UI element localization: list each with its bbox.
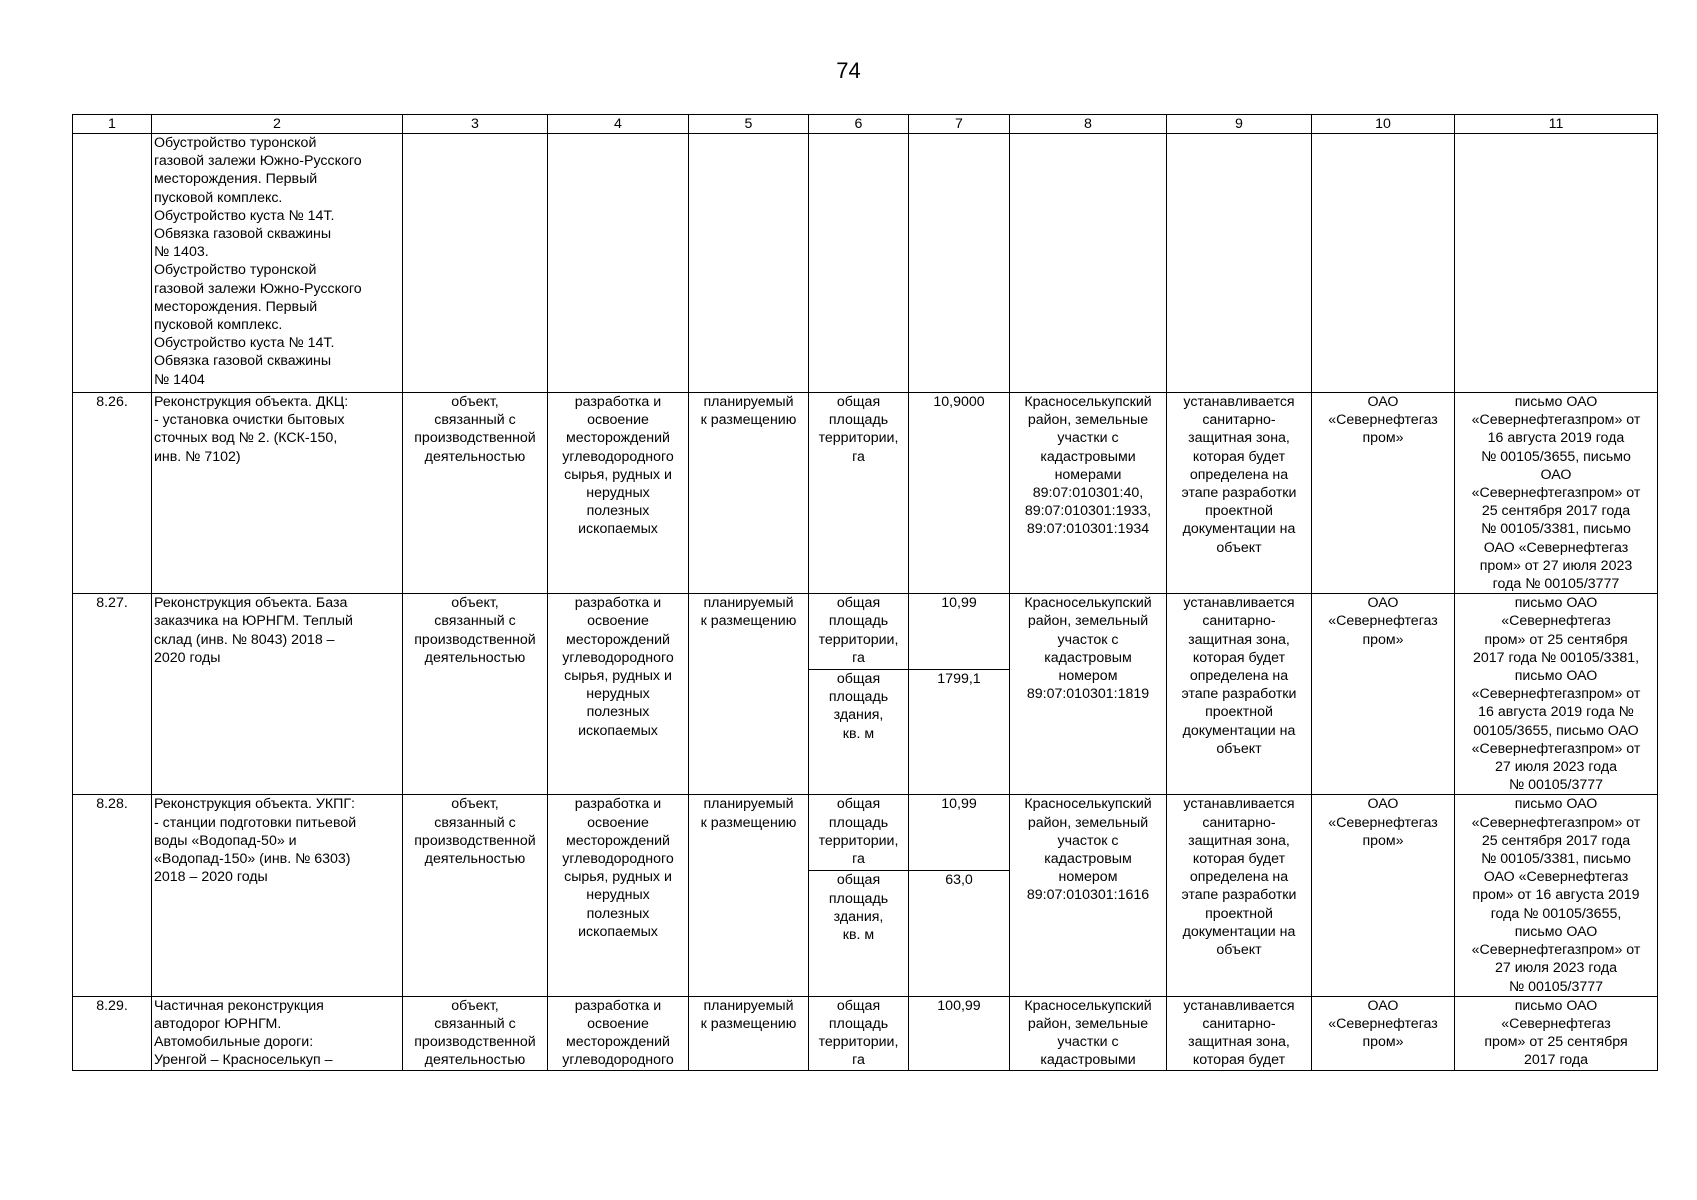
cell-owner: ОАО «Севернефтегаз пром» — [1312, 795, 1455, 996]
cell-num: 8.29. — [73, 996, 152, 1070]
column-header: 4 — [548, 115, 689, 134]
cell-zone: устанавливается санитарно- защитная зона, которая будет — [1167, 996, 1312, 1070]
cell-purpose: объект, связанный с производственной деятельностью — [403, 393, 548, 594]
cell-activity: разработка и освоение месторождений углеводородного сырья, рудных и нерудных полезных ископаемых — [548, 594, 689, 795]
cell-value: 1799,1 — [909, 670, 1010, 795]
cell-name: Обустройство туронской газовой залежи Южно-Русского месторождения. Первый пусковой комплекс. Обустройство куста № 14Т. Обвязка газовой скважины № 1403. Обустройство туронской газовой залежи Южно-Русского месторождения. Первый пусковой комплекс. Обустройство куста № 14Т. Обвязка газовой скважины № 1404 — [152, 134, 403, 393]
cell-purpose: объект, связанный с производственной деятельностью — [403, 996, 548, 1070]
cell-indicator: общая площадь территории, га — [809, 996, 909, 1070]
table-row — [73, 795, 1658, 871]
table-row — [73, 594, 1658, 670]
cell-activity: разработка и освоение месторождений углеводородного — [548, 996, 689, 1070]
cell-status: планируемый к размещению — [689, 393, 809, 594]
cell-activity — [548, 134, 689, 393]
cell-value: 100,99 — [909, 996, 1010, 1070]
cell-activity: разработка и освоение месторождений углеводородного сырья, рудных и нерудных полезных ископаемых — [548, 795, 689, 996]
cell-status — [689, 134, 809, 393]
cell-owner: ОАО «Севернефтегаз пром» — [1312, 594, 1455, 795]
cell-num: 8.28. — [73, 795, 152, 996]
cell-value: 10,99 — [909, 795, 1010, 871]
cell-basis: письмо ОАО «Севернефтегазпром» от 16 августа 2019 года № 00105/3655, письмо ОАО «Севернефтегазпром» от 25 сентября 2017 года № 00105/3381, письмо ОАО «Севернефтегаз пром» от 27 июля 2023 года № 00105/3777 — [1455, 393, 1658, 594]
cell-indicator: общая площадь территории, га — [809, 594, 909, 670]
cell-status: планируемый к размещению — [689, 594, 809, 795]
cell-basis: письмо ОАО «Севернефтегаз пром» от 25 сентября 2017 года — [1455, 996, 1658, 1070]
cell-purpose: объект, связанный с производственной деятельностью — [403, 795, 548, 996]
cell-value — [909, 134, 1010, 393]
cell-indicator — [809, 134, 909, 393]
cell-location: Красноселькупский район, земельные участки с кадастровыми — [1010, 996, 1167, 1070]
cell-location — [1010, 134, 1167, 393]
column-header: 5 — [689, 115, 809, 134]
cell-activity: разработка и освоение месторождений углеводородного сырья, рудных и нерудных полезных ископаемых — [548, 393, 689, 594]
cell-name: Реконструкция объекта. База заказчика на ЮРНГМ. Теплый склад (инв. № 8043) 2018 – 2020 годы — [152, 594, 403, 795]
cell-num: 8.27. — [73, 594, 152, 795]
table-row — [73, 996, 1658, 1070]
page-number: 74 — [836, 58, 861, 83]
column-header: 6 — [809, 115, 909, 134]
cell-num: 8.26. — [73, 393, 152, 594]
cell-num — [73, 134, 152, 393]
column-header: 8 — [1010, 115, 1167, 134]
header-row — [73, 115, 1658, 134]
column-header: 10 — [1312, 115, 1455, 134]
column-header: 1 — [73, 115, 152, 134]
cell-name: Реконструкция объекта. УКПГ: - станции подготовки питьевой воды «Водопад-50» и «Водопад-150» (инв. № 6303) 2018 – 2020 годы — [152, 795, 403, 996]
cell-indicator: общая площадь здания, кв. м — [809, 670, 909, 795]
column-header: 7 — [909, 115, 1010, 134]
cell-status: планируемый к размещению — [689, 996, 809, 1070]
column-header: 3 — [403, 115, 548, 134]
table-row — [73, 134, 1658, 393]
cell-owner: ОАО «Севернефтегаз пром» — [1312, 393, 1455, 594]
cell-indicator: общая площадь территории, га — [809, 795, 909, 871]
cell-zone: устанавливается санитарно- защитная зона, которая будет определена на этапе разработки проектной документации на объект — [1167, 795, 1312, 996]
column-header: 11 — [1455, 115, 1658, 134]
cell-zone: устанавливается санитарно- защитная зона, которая будет определена на этапе разработки проектной документации на объект — [1167, 393, 1312, 594]
cell-value: 10,99 — [909, 594, 1010, 670]
cell-status: планируемый к размещению — [689, 795, 809, 996]
cell-basis: письмо ОАО «Севернефтегаз пром» от 25 сентября 2017 года № 00105/3381, письмо ОАО «Севернефтегазпром» от 16 августа 2019 года № 00105/3655, письмо ОАО «Севернефтегазпром» от 27 июля 2023 года № 00105/3777 — [1455, 594, 1658, 795]
cell-purpose: объект, связанный с производственной деятельностью — [403, 594, 548, 795]
cell-purpose — [403, 134, 548, 393]
cell-owner: ОАО «Севернефтегаз пром» — [1312, 996, 1455, 1070]
cell-name: Частичная реконструкция автодорог ЮРНГМ. Автомобильные дороги: Уренгой – Красноселькуп – — [152, 996, 403, 1070]
cell-zone: устанавливается санитарно- защитная зона, которая будет определена на этапе разработки проектной документации на объект — [1167, 594, 1312, 795]
cell-location: Красноселькупский район, земельный участок с кадастровым номером 89:07:010301:1819 — [1010, 594, 1167, 795]
cell-owner — [1312, 134, 1455, 393]
cell-basis: письмо ОАО «Севернефтегазпром» от 25 сентября 2017 года № 00105/3381, письмо ОАО «Севернефтегаз пром» от 16 августа 2019 года № 00105/3655, письмо ОАО «Севернефтегазпром» от 27 июля 2023 года № 00105/3777 — [1455, 795, 1658, 996]
cell-value: 10,9000 — [909, 393, 1010, 594]
table-row — [73, 393, 1658, 594]
cell-indicator: общая площадь территории, га — [809, 393, 909, 594]
column-header: 9 — [1167, 115, 1312, 134]
cell-value: 63,0 — [909, 871, 1010, 996]
cell-name: Реконструкция объекта. ДКЦ: - установка очистки бытовых сточных вод № 2. (КСК-150, инв. № 7102) — [152, 393, 403, 594]
register-table — [72, 114, 1658, 1071]
cell-location: Красноселькупский район, земельный участок с кадастровым номером 89:07:010301:1616 — [1010, 795, 1167, 996]
cell-zone — [1167, 134, 1312, 393]
cell-indicator: общая площадь здания, кв. м — [809, 871, 909, 996]
cell-basis — [1455, 134, 1658, 393]
column-header: 2 — [152, 115, 403, 134]
cell-location: Красноселькупский район, земельные участки с кадастровыми номерами 89:07:010301:40, 89:07:010301:1933, 89:07:010301:1934 — [1010, 393, 1167, 594]
